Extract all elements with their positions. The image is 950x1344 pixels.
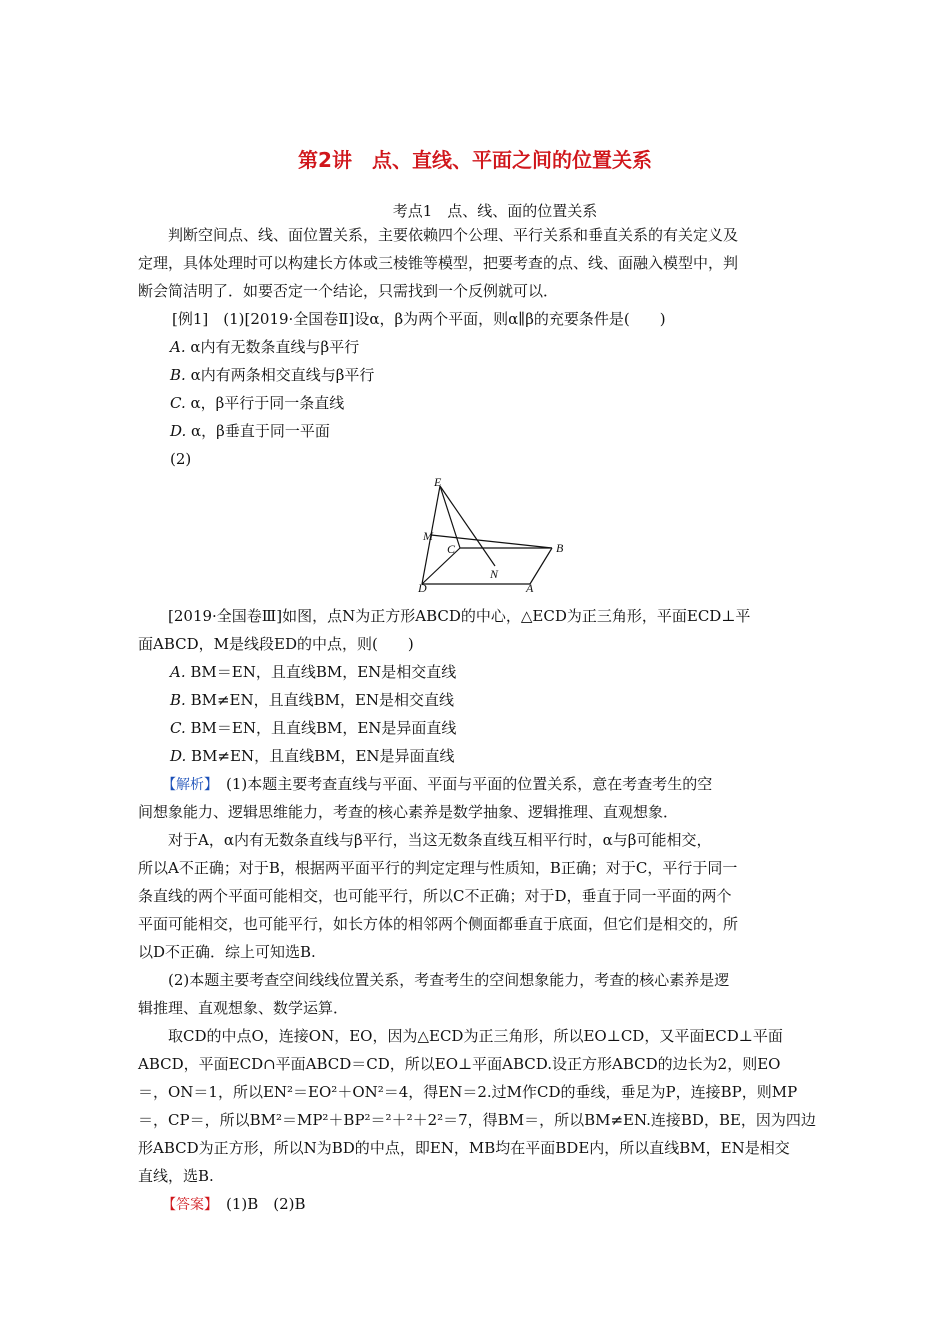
q1-option-d: D. α，β垂直于同一平面 xyxy=(170,422,330,440)
analysis-line: 【解析】 (1)本题主要考查直线与平面、平面与平面的位置关系，意在考查考生的空 xyxy=(162,775,713,793)
question-2-label: (2) xyxy=(170,450,192,468)
edge-EC xyxy=(440,486,460,548)
analysis-line: (2)本题主要考查空间线线位置关系，考查考生的空间想象能力，考查的核心素养是逻 xyxy=(168,971,730,989)
point-label-a: A xyxy=(526,581,534,595)
analysis-line: 以D不正确．综上可知选B. xyxy=(138,943,316,961)
q2-option-d: D. BM≠EN，且直线BM，EN是异面直线 xyxy=(170,747,455,765)
analysis-line: ＝，CP＝，所以BM²＝MP²＋BP²＝²＋²＋2²＝7，得BM＝，所以BM≠EN.连接BD，BE，因为四边 xyxy=(138,1111,816,1129)
point-label-c: C xyxy=(447,542,456,556)
q2-option-a: A. BM＝EN，且直线BM，EN是相交直线 xyxy=(170,663,457,681)
analysis-tag: 【解析】 xyxy=(162,777,211,793)
q2-option-b: B. BM≠EN，且直线BM，EN是相交直线 xyxy=(170,691,455,709)
analysis-line: 间想象能力、逻辑思维能力，考查的核心素养是数学抽象、逻辑推理、直观想象． xyxy=(138,803,679,821)
answer-text: (1)B (2)B xyxy=(226,1195,306,1213)
section-heading: 考点1 点、线、面的位置关系 xyxy=(392,202,598,220)
page-title: 第2讲 点、直线、平面之间的位置关系 xyxy=(298,148,652,172)
analysis-line: 平面可能相交，也可能平行，如长方体的相邻两个侧面都垂直于底面，但它们是相交的，所 xyxy=(138,915,739,933)
analysis-line: 直线，选B. xyxy=(138,1167,214,1185)
analysis-line: ABCD，平面ECD∩平面ABCD＝CD，所以EO⊥平面ABCD.设正方形ABCD的边长为2，则EO xyxy=(138,1055,781,1073)
q1-option-a: A. α内有无数条直线与β平行 xyxy=(170,338,360,356)
intro-line: 判断空间点、线、面位置关系，主要依赖四个公理、平行关系和垂直关系的有关定义及 xyxy=(168,226,739,244)
analysis-line: ＝，ON＝1，所以EN²＝EO²＋ON²＝4，得EN＝2.过M作CD的垂线，垂足为P，连接BP，则MP xyxy=(138,1083,798,1101)
point-label-e: E xyxy=(434,475,442,489)
question-2-text: 面ABCD，M是线段ED的中点，则( ) xyxy=(138,635,414,653)
point-label-d: D xyxy=(418,581,427,595)
analysis-line: 所以A不正确；对于B，根据两平面平行的判定定理与性质知，B正确；对于C，平行于同一 xyxy=(138,859,738,877)
point-label-m: M xyxy=(423,529,433,543)
q2-option-c: C. BM＝EN，且直线BM，EN是异面直线 xyxy=(170,719,457,737)
analysis-line: 对于A，α内有无数条直线与β平行，当这无数条直线互相平行时，α与β可能相交， xyxy=(168,831,712,849)
point-label-n: N xyxy=(490,567,499,581)
example-question-1 xyxy=(172,309,666,329)
analysis-line: 辑推理、直观想象、数学运算． xyxy=(138,999,349,1017)
analysis-line: 形ABCD为正方形，所以N为BD的中点，即EN，MB均在平面BDE内，所以直线BM，EN是相交 xyxy=(138,1139,790,1157)
point-label-b: B xyxy=(556,541,564,555)
question-2-text: [2019·全国卷Ⅲ]如图，点N为正方形ABCD的中心，△ECD为正三角形，平面ECD⊥平 xyxy=(168,607,751,625)
example-label: [例1] xyxy=(172,310,209,328)
q1-option-c: C. α，β平行于同一条直线 xyxy=(170,394,345,412)
question-1-text: (1)[2019·全国卷Ⅱ]设α，β为两个平面，则α∥β的充要条件是( ) xyxy=(223,310,666,328)
analysis-line: 条直线的两个平面可能相交，也可能平行，所以C不正确；对于D，垂直于同一平面的两个 xyxy=(138,887,732,905)
edge-AB xyxy=(530,548,552,584)
answer-line xyxy=(162,1194,306,1215)
geometry-figure xyxy=(410,474,580,598)
intro-line: 断会简洁明了．如要否定一个结论，只需找到一个反例就可以． xyxy=(138,282,559,300)
analysis-line: 取CD的中点O，连接ON，EO，因为△ECD为正三角形，所以EO⊥CD，又平面ECD⊥平面 xyxy=(168,1027,783,1045)
q1-option-b: B. α内有两条相交直线与β平行 xyxy=(170,366,375,384)
intro-line: 定理，具体处理时可以构建长方体或三棱锥等模型，把要考查的点、线、面融入模型中，判 xyxy=(138,254,739,272)
answer-tag: 【答案】 xyxy=(162,1197,211,1213)
